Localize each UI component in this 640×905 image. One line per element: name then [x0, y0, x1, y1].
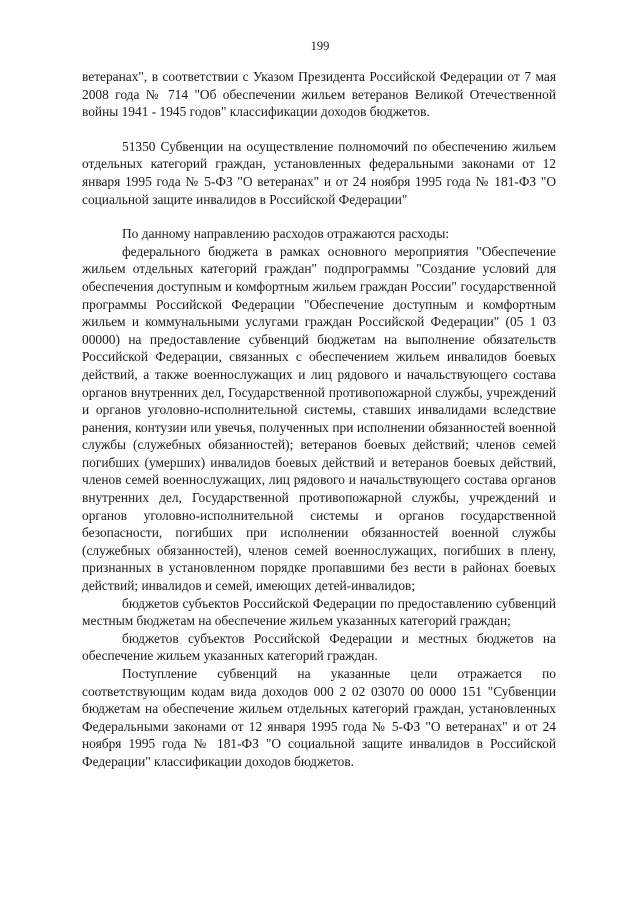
paragraph-expenses-intro: По данному направлению расходов отражаются расходы: [122, 226, 450, 242]
paragraph-subvention-code-heading: 51350 Субвенции на осуществление полномочий по обеспечению жильем отдельных категорий граждан, установленных федеральными законами от 12 января 1995 года № 5-ФЗ "О ветеранах" и от 24 ноября 1995 года № 181-ФЗ "О социальной защите инвалидов в Российской Федерации" [82, 138, 556, 207]
paragraph-regional-budgets: бюджетов субъектов Российской Федерации по предоставлению субвенций местным бюджетам на обеспечение жильем указанных категорий граждан; [82, 595, 556, 629]
paragraph-federal-budget: федерального бюджета в рамках основного мероприятия "Обеспечение жильем отдельных категорий граждан" подпрограммы "Создание условий для обеспечения доступным и комфортным жильем граждан России" государственной программы Российской Федерации "Обеспечение доступным и комфортным жильем и коммунальными услугами граждан Российской Федерации" (05 1 03 00000) на предоставление субвенций бюджетам на выполнение обязательств Российской Федерации, связанных с обеспечением жильем инвалидов боевых действий, а также военнослужащих и лиц рядового и начальствующего состава органов внутренних дел, Государственной противопожарной службы, учреждений и органов уголовно-исполнительной системы, ставших инвалидами вследствие ранения, контузии или увечья, полученных при исполнении обязанностей военной службы (служебных обязанностей); ветеранов боевых действий; членов семей погибших (умерших) инвалидов боевых действий и ветеранов боевых действий, членов семей военнослужащих, лиц рядового и начальствующего состава органов внутренних дел, Государственной противопожарной службы, учреждений и органов уголовно-исполнительной системы и органов государственной безопасности, погибших при исполнении обязанностей военной службы (служебных обязанностей), членов семей военнослужащих, погибших в плену, признанных в установленном порядке пропавшими без вести в районах боевых действий; инвалидов и семей, имеющих детей-инвалидов; [82, 243, 556, 594]
paragraph-revenue-codes: Поступление субвенций на указанные цели отражается по соответствующим кодам вида доходов 000 2 02 03070 00 0000 151 "Субвенции бюджетам на обеспечение жильем отдельных категорий граждан, установленных Федеральными законами от 12 января 1995 года № 5-ФЗ "О ветеранах" и от 24 ноября 1995 года № 181-ФЗ "О социальной защите инвалидов в Российской Федерации" классификации доходов бюджетов. [82, 666, 556, 769]
document-body [82, 68, 556, 771]
page-number: 199 [310, 39, 330, 53]
paragraph-regional-and-local-budgets: бюджетов субъектов Российской Федерации и местных бюджетов на обеспечение жильем указанных категорий граждан. [82, 630, 556, 664]
paragraph-continuation: ветеранах", в соответствии с Указом Президента Российской Федерации от 7 мая 2008 года № 714 "Об обеспечении жильем ветеранов Великой Отечественной войны 1941 - 1945 годов" классификации доходов бюджетов. [82, 69, 556, 120]
